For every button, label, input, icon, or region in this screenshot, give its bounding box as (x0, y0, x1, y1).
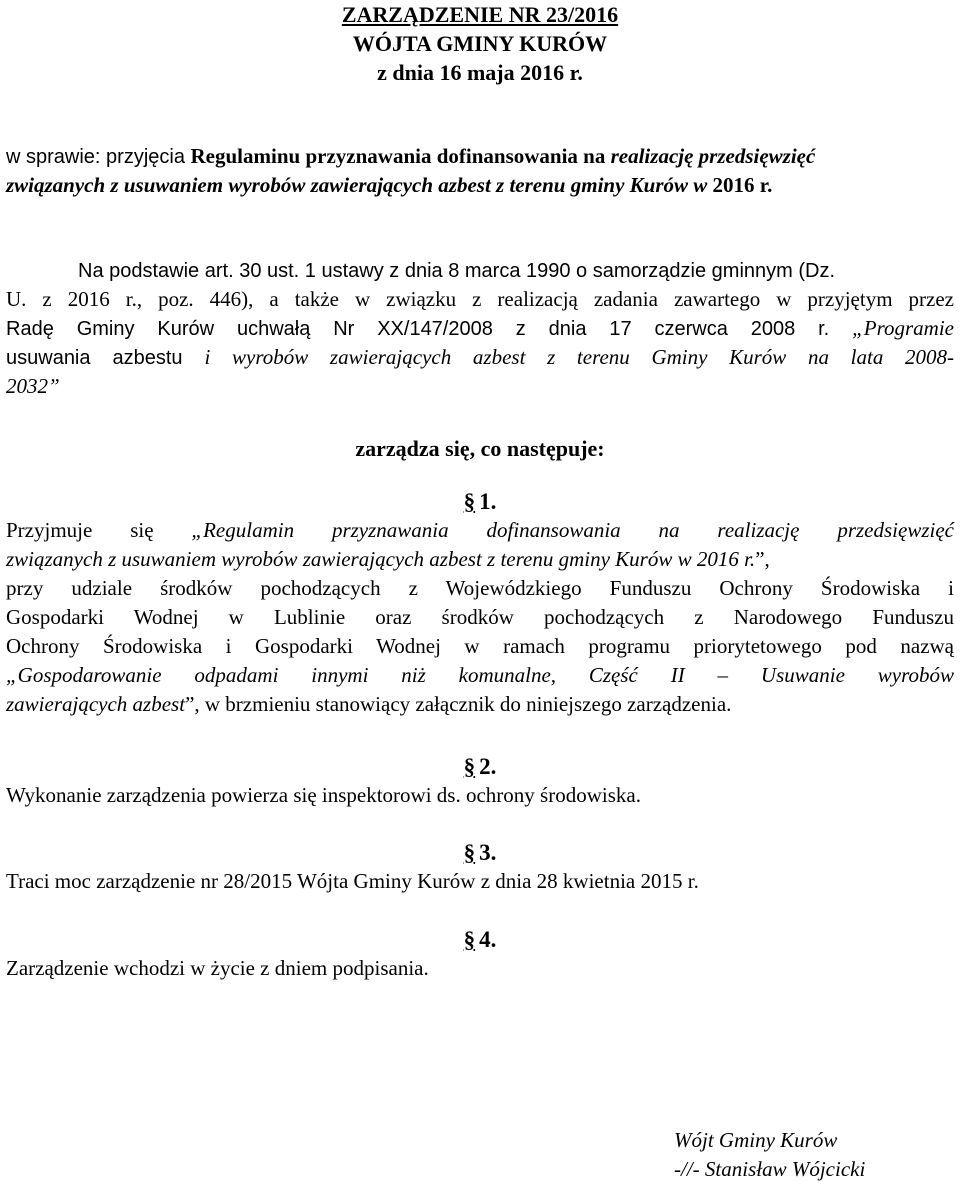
paragraph-1-line-2 (6, 545, 954, 574)
paragraph-2-text: Wykonanie zarządzenia powierza się inspektorowi ds. ochrony środowiska. (6, 783, 641, 807)
basis-line-5 (6, 372, 954, 401)
paragraph-2-heading (0, 752, 960, 781)
basis-line-3 (6, 314, 954, 344)
basis-text-4: usuwania azbestu (6, 347, 205, 369)
section-symbol: § (463, 927, 476, 952)
paragraph-1-line-4 (6, 603, 954, 632)
basis-line-4 (6, 343, 954, 373)
p1-text-7: ”, w brzmieniu stanowiący załącznik do niniejszego zarządzenia. (185, 692, 732, 716)
basis-text-1: Na podstawie art. 30 ust. 1 ustawy z dnia 8 marca 1990 o samorządzie gminnym (Dz. (78, 260, 836, 282)
basis-text-2: U. z 2016 r., poz. 446), a także w związku z realizacją zadania zawartego w przyjętym przez (6, 287, 954, 311)
basis-text-3: Radę Gminy Kurów uchwałą Nr XX/147/2008 z dnia 17 czerwca 2008 r. (6, 318, 853, 340)
p1-program-name: „Gospodarowanie odpadami innymi niż komunalne, Część II – Usuwanie wyrobów (6, 663, 954, 687)
paragraph-1-line-1 (6, 516, 954, 545)
paragraph-1-line-5 (6, 632, 954, 661)
subject-line-2 (6, 171, 954, 200)
decree-phrase: zarządza się, co następuje: (355, 436, 605, 461)
paragraph-1-line-7 (6, 690, 954, 719)
p1-text-3: przy udziale środków pochodzących z Wojewódzkiego Funduszu Ochrony Środowiska i (6, 576, 954, 600)
subject-prefix: w sprawie: przyjęcia (6, 146, 191, 168)
section-symbol: § (463, 489, 476, 514)
basis-program-name: i wyrobów zawierających azbest z terenu Gminy Kurów na lata 2008- (204, 345, 954, 369)
paragraph-3-text: Traci moc zarządzenie nr 28/2015 Wójta Gminy Kurów z dnia 28 kwietnia 2015 r. (6, 869, 699, 893)
subject-italic-1: realizację przedsięwzięć (610, 144, 816, 168)
subject-italic-2: związanych z usuwaniem wyrobów zawierających azbest z terenu gminy Kurów w (6, 173, 713, 197)
paragraph-number: 2. (479, 754, 497, 779)
paragraph-number: 4. (479, 927, 497, 952)
paragraph-4-text: Zarządzenie wchodzi w życie z dniem podpisania. (6, 956, 429, 980)
document-date: z dnia 16 maja 2016 r. (377, 60, 583, 85)
p1-text-1: Przyjmuje się (6, 518, 192, 542)
p1-text-4: Gospodarki Wodnej w Lublinie oraz środków pochodzących z Narodowego Funduszu (6, 605, 954, 629)
paragraph-number: 1. (479, 489, 497, 514)
p1-text-2: ”, (755, 547, 770, 571)
section-symbol: § (463, 840, 476, 865)
paragraph-1-line-3 (6, 574, 954, 603)
p1-regulation-name: „Regulamin przyznawania dofinansowania na realizację przedsięwzięć (191, 518, 954, 542)
basis-line-1 (78, 256, 954, 286)
paragraph-3-heading (0, 838, 960, 867)
paragraph-1-line-6 (6, 661, 954, 690)
subject-bold: Regulaminu przyznawania dofinansowania na (190, 144, 611, 168)
signature-title: Wójt Gminy Kurów (674, 1128, 838, 1152)
p1-text-5: Ochrony Środowiska i Gospodarki Wodnej w ramach programu priorytetowego pod nazwą (6, 634, 954, 658)
signature-name: -//- Stanisław Wójcicki (674, 1157, 866, 1181)
basis-line-2 (6, 285, 954, 314)
paragraph-1-heading (0, 487, 960, 516)
p1-program-name-cont: zawierających azbest (6, 692, 186, 716)
document-issuer: WÓJTA GMINY KURÓW (352, 31, 608, 56)
paragraph-4-heading (0, 925, 960, 954)
basis-program-years: 2032” (6, 374, 60, 398)
subject-year: 2016 r. (712, 173, 773, 197)
paragraph-number: 3. (479, 840, 497, 865)
basis-program-open: „Programie (852, 316, 954, 340)
section-symbol: § (463, 754, 476, 779)
subject-line-1 (6, 142, 954, 172)
p1-regulation-name-cont: związanych z usuwaniem wyrobów zawierających azbest z terenu gminy Kurów w 2016 r. (6, 547, 756, 571)
document-title: ZARZĄDZENIE NR 23/2016 (341, 2, 619, 27)
